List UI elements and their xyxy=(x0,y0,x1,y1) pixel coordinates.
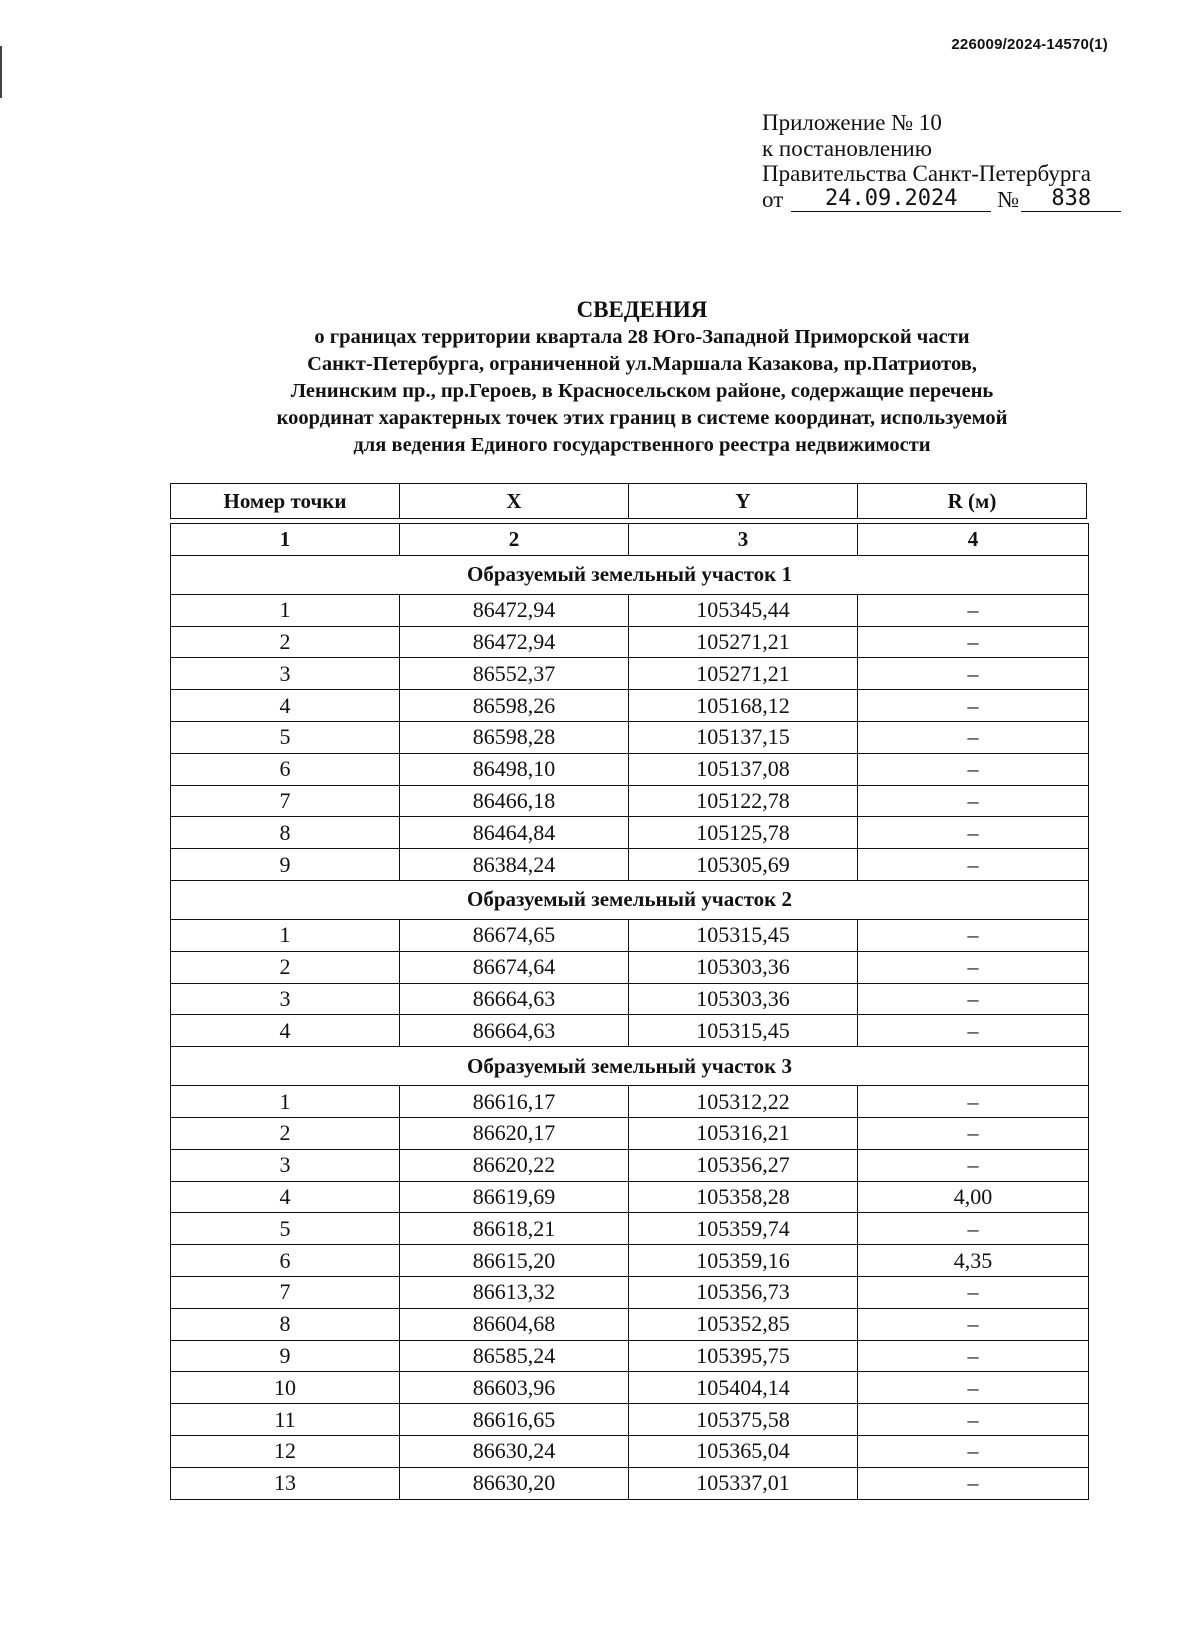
x-coordinate-cell: 86616,65 xyxy=(400,1404,629,1436)
point-number-cell: 3 xyxy=(171,1149,400,1181)
appendix-date-line xyxy=(762,187,1121,213)
radius-cell: – xyxy=(858,753,1089,785)
radius-cell: 4,00 xyxy=(858,1181,1089,1213)
x-coordinate-cell: 86674,64 xyxy=(400,951,629,983)
y-coordinate-cell: 105122,78 xyxy=(629,785,858,817)
point-number-cell: 4 xyxy=(171,690,400,722)
y-coordinate-cell: 105137,08 xyxy=(629,753,858,785)
radius-cell: – xyxy=(858,1467,1089,1499)
point-number-cell: 7 xyxy=(171,1276,400,1308)
section-row xyxy=(171,1047,1089,1086)
radius-cell: – xyxy=(858,1117,1089,1149)
point-number-cell: 8 xyxy=(171,817,400,849)
coordinates-table xyxy=(170,523,1089,1500)
radius-cell: – xyxy=(858,626,1089,658)
point-number-cell: 12 xyxy=(171,1435,400,1467)
x-coordinate-cell: 86552,37 xyxy=(400,658,629,690)
point-number-cell: 7 xyxy=(171,785,400,817)
radius-cell: – xyxy=(858,1435,1089,1467)
y-coordinate-cell: 105137,15 xyxy=(629,721,858,753)
y-coordinate-cell: 105365,04 xyxy=(629,1435,858,1467)
radius-cell: – xyxy=(858,1404,1089,1436)
point-number-cell: 9 xyxy=(171,849,400,881)
heading-line: о границах территории квартала 28 Юго-Западной Приморской части xyxy=(314,326,970,348)
table-row xyxy=(171,951,1089,983)
table-row xyxy=(171,753,1089,785)
point-number-cell: 1 xyxy=(171,1086,400,1118)
y-coordinate-cell: 105404,14 xyxy=(629,1372,858,1404)
section-row xyxy=(171,880,1089,919)
resolution-number: 838 xyxy=(1021,188,1121,212)
radius-cell: – xyxy=(858,817,1089,849)
point-number-cell: 4 xyxy=(171,1181,400,1213)
radius-cell: – xyxy=(858,1213,1089,1245)
table-row xyxy=(171,1340,1089,1372)
radius-cell: – xyxy=(858,785,1089,817)
header-point-number: Номер точки xyxy=(171,484,400,519)
table-row xyxy=(171,919,1089,951)
table-row xyxy=(171,1086,1089,1118)
appendix-government: Правительства Санкт-Петербурга xyxy=(762,161,1091,186)
y-coordinate-cell: 105271,21 xyxy=(629,658,858,690)
x-coordinate-cell: 86472,94 xyxy=(400,594,629,626)
table-row xyxy=(171,658,1089,690)
y-coordinate-cell: 105315,45 xyxy=(629,1015,858,1047)
x-coordinate-cell: 86630,20 xyxy=(400,1467,629,1499)
table-row xyxy=(171,1467,1089,1499)
table-row xyxy=(171,1213,1089,1245)
y-coordinate-cell: 105312,22 xyxy=(629,1086,858,1118)
x-coordinate-cell: 86603,96 xyxy=(400,1372,629,1404)
y-coordinate-cell: 105375,58 xyxy=(629,1404,858,1436)
y-coordinate-cell: 105305,69 xyxy=(629,849,858,881)
x-coordinate-cell: 86466,18 xyxy=(400,785,629,817)
y-coordinate-cell: 105359,74 xyxy=(629,1213,858,1245)
y-coordinate-cell: 105125,78 xyxy=(629,817,858,849)
x-coordinate-cell: 86620,17 xyxy=(400,1117,629,1149)
point-number-cell: 6 xyxy=(171,753,400,785)
y-coordinate-cell: 105356,73 xyxy=(629,1276,858,1308)
number-label: № xyxy=(997,186,1020,212)
radius-cell: – xyxy=(858,1086,1089,1118)
table-row xyxy=(171,1308,1089,1340)
table-row xyxy=(171,983,1089,1015)
x-coordinate-cell: 86619,69 xyxy=(400,1181,629,1213)
point-number-cell: 9 xyxy=(171,1340,400,1372)
radius-cell: – xyxy=(858,849,1089,881)
section-title: Образуемый земельный участок 3 xyxy=(171,1047,1089,1086)
header-radius: R (м) xyxy=(858,484,1087,519)
y-coordinate-cell: 105316,21 xyxy=(629,1117,858,1149)
point-number-cell: 13 xyxy=(171,1467,400,1499)
table-row xyxy=(171,785,1089,817)
point-number-cell: 2 xyxy=(171,626,400,658)
table-row xyxy=(171,626,1089,658)
x-coordinate-cell: 86674,65 xyxy=(400,919,629,951)
radius-cell: – xyxy=(858,1015,1089,1047)
point-number-cell: 5 xyxy=(171,1213,400,1245)
table-row xyxy=(171,690,1089,722)
y-coordinate-cell: 105303,36 xyxy=(629,983,858,1015)
point-number-cell: 10 xyxy=(171,1372,400,1404)
x-coordinate-cell: 86616,17 xyxy=(400,1086,629,1118)
x-coordinate-cell: 86472,94 xyxy=(400,626,629,658)
table-row xyxy=(171,1015,1089,1047)
point-number-cell: 4 xyxy=(171,1015,400,1047)
y-coordinate-cell: 105337,01 xyxy=(629,1467,858,1499)
y-coordinate-cell: 105168,12 xyxy=(629,690,858,722)
table-row xyxy=(171,1245,1089,1277)
header-x: X xyxy=(400,484,629,519)
y-coordinate-cell: 105345,44 xyxy=(629,594,858,626)
point-number-cell: 3 xyxy=(171,983,400,1015)
table-row xyxy=(171,721,1089,753)
header-y: Y xyxy=(629,484,858,519)
radius-cell: – xyxy=(858,1372,1089,1404)
table-row xyxy=(171,1181,1089,1213)
y-coordinate-cell: 105352,85 xyxy=(629,1308,858,1340)
x-coordinate-cell: 86498,10 xyxy=(400,753,629,785)
x-coordinate-cell: 86664,63 xyxy=(400,1015,629,1047)
column-number: 4 xyxy=(858,524,1089,556)
appendix-resolution-ref: к постановлению xyxy=(762,135,932,161)
table-row xyxy=(171,594,1089,626)
x-coordinate-cell: 86598,28 xyxy=(400,721,629,753)
table-row xyxy=(171,1276,1089,1308)
section-title: Образуемый земельный участок 2 xyxy=(171,880,1089,919)
section-row xyxy=(171,555,1089,594)
document-heading xyxy=(170,296,1114,459)
point-number-cell: 5 xyxy=(171,721,400,753)
table-row xyxy=(171,849,1089,881)
scan-edge-mark xyxy=(0,46,2,98)
x-coordinate-cell: 86598,26 xyxy=(400,690,629,722)
point-number-cell: 2 xyxy=(171,951,400,983)
table-row xyxy=(171,817,1089,849)
x-coordinate-cell: 86613,32 xyxy=(400,1276,629,1308)
heading-line: для ведения Единого государственного реестра недвижимости xyxy=(353,434,931,456)
radius-cell: – xyxy=(858,1340,1089,1372)
y-coordinate-cell: 105395,75 xyxy=(629,1340,858,1372)
x-coordinate-cell: 86664,63 xyxy=(400,983,629,1015)
column-number: 1 xyxy=(171,524,400,556)
y-coordinate-cell: 105359,16 xyxy=(629,1245,858,1277)
y-coordinate-cell: 105358,28 xyxy=(629,1181,858,1213)
point-number-cell: 1 xyxy=(171,594,400,626)
y-coordinate-cell: 105315,45 xyxy=(629,919,858,951)
x-coordinate-cell: 86384,24 xyxy=(400,849,629,881)
point-number-cell: 1 xyxy=(171,919,400,951)
table-row xyxy=(171,1404,1089,1436)
table-row xyxy=(171,1435,1089,1467)
x-coordinate-cell: 86620,22 xyxy=(400,1149,629,1181)
x-coordinate-cell: 86630,24 xyxy=(400,1435,629,1467)
column-number: 3 xyxy=(629,524,858,556)
heading-line: Ленинским пр., пр.Героев, в Красносельском районе, содержащие перечень xyxy=(290,380,994,402)
column-number: 2 xyxy=(400,524,629,556)
radius-cell: – xyxy=(858,919,1089,951)
radius-cell: – xyxy=(858,594,1089,626)
point-number-cell: 3 xyxy=(171,658,400,690)
x-coordinate-cell: 86585,24 xyxy=(400,1340,629,1372)
radius-cell: 4,35 xyxy=(858,1245,1089,1277)
appendix-number: Приложение № 10 xyxy=(762,110,942,135)
document-id: 226009/2024-14570(1) xyxy=(951,36,1108,53)
heading-line: координат характерных точек этих границ в системе координат, используемой xyxy=(276,407,1008,429)
appendix-block xyxy=(762,110,1121,212)
point-number-cell: 11 xyxy=(171,1404,400,1436)
x-coordinate-cell: 86618,21 xyxy=(400,1213,629,1245)
table-header xyxy=(170,483,1087,519)
point-number-cell: 6 xyxy=(171,1245,400,1277)
radius-cell: – xyxy=(858,1149,1089,1181)
radius-cell: – xyxy=(858,983,1089,1015)
heading-line: Санкт-Петербурга, ограниченной ул.Маршала Казакова, пр.Патриотов, xyxy=(307,353,977,375)
y-coordinate-cell: 105271,21 xyxy=(629,626,858,658)
radius-cell: – xyxy=(858,658,1089,690)
y-coordinate-cell: 105303,36 xyxy=(629,951,858,983)
radius-cell: – xyxy=(858,951,1089,983)
x-coordinate-cell: 86604,68 xyxy=(400,1308,629,1340)
point-number-cell: 2 xyxy=(171,1117,400,1149)
radius-cell: – xyxy=(858,1276,1089,1308)
x-coordinate-cell: 86464,84 xyxy=(400,817,629,849)
y-coordinate-cell: 105356,27 xyxy=(629,1149,858,1181)
radius-cell: – xyxy=(858,690,1089,722)
radius-cell: – xyxy=(858,1308,1089,1340)
heading-title: СВЕДЕНИЯ xyxy=(576,297,708,322)
table-row xyxy=(171,1149,1089,1181)
x-coordinate-cell: 86615,20 xyxy=(400,1245,629,1277)
resolution-date: 24.09.2024 xyxy=(791,188,991,212)
radius-cell: – xyxy=(858,721,1089,753)
from-label: от xyxy=(762,186,784,212)
point-number-cell: 8 xyxy=(171,1308,400,1340)
table-row xyxy=(171,1117,1089,1149)
column-number-row xyxy=(171,524,1089,556)
section-title: Образуемый земельный участок 1 xyxy=(171,555,1089,594)
table-row xyxy=(171,1372,1089,1404)
